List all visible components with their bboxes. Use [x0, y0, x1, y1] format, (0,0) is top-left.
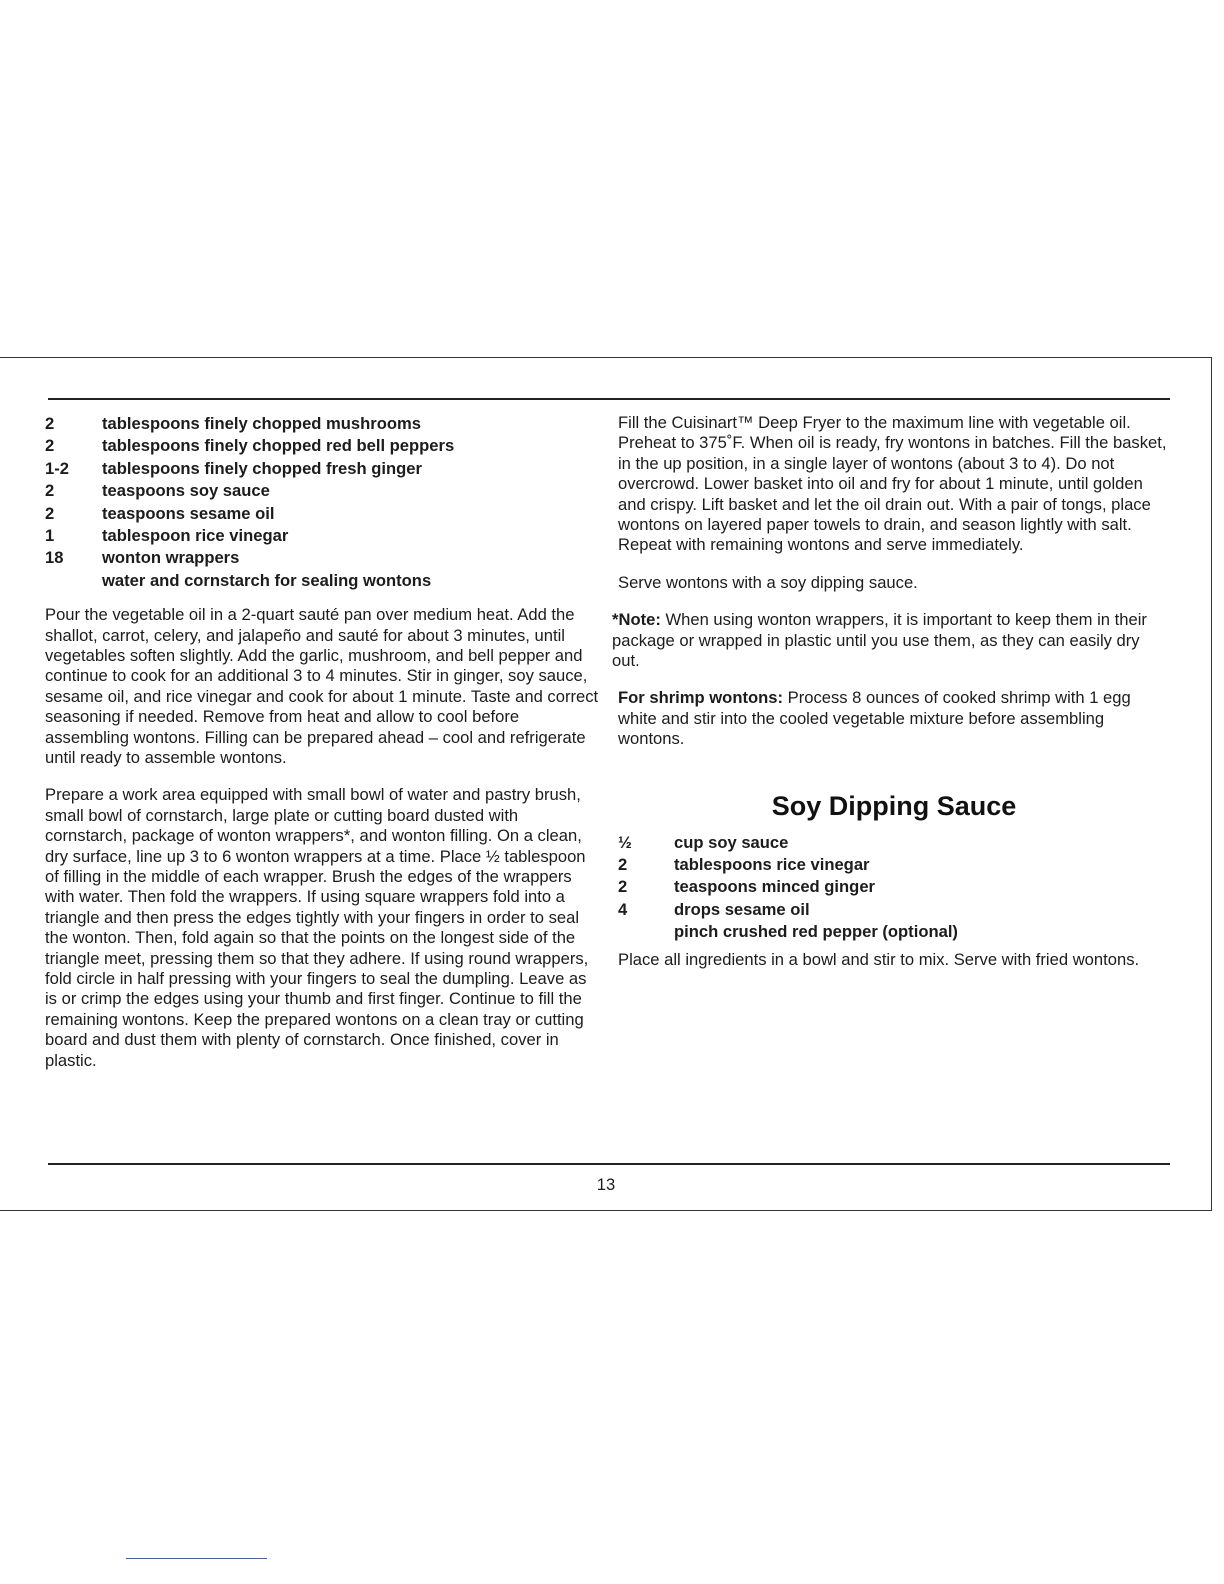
sauce-title: Soy Dipping Sauce [771, 790, 1017, 821]
frying-directions: Fill the Cuisinart™ Deep Fryer to the maximum line with vegetable oil. Preheat to 375˚F. When oil is ready, fry wontons in batches. Fill the basket, in the up position, in a single layer of wontons (about 3 to 4). Do not overcrowd. Lower basket into oil and fry for about 1 minute, until golden and crispy. Lift basket and let the oil drain out. With a pair of tongs, place wontons on layered paper towels to drain, and season lightly with salt. Repeat with remaining wontons and serve immediately. [618, 413, 1167, 555]
ingredient-row [618, 921, 1170, 943]
ingredient-item: tablespoons rice vinegar [674, 855, 870, 875]
ingredient-row [45, 570, 601, 592]
ingredient-item: teaspoons sesame oil [102, 503, 275, 523]
wrapper-note [612, 610, 1170, 671]
ingredient-qty: 2 [45, 481, 55, 501]
ingredient-row [45, 480, 601, 502]
bottom-rule [48, 1163, 1170, 1165]
ingredient-row [618, 899, 1170, 921]
serving-note: Serve wontons with a soy dipping sauce. [618, 572, 918, 592]
ingredient-row [618, 832, 1170, 854]
page-number: 13 [596, 1175, 616, 1194]
ingredient-row [45, 503, 601, 525]
sauce-ingredient-list [618, 832, 1170, 944]
sauce-directions: Place all ingredients in a bowl and stir to mix. Serve with fried wontons. [618, 949, 1140, 969]
ingredient-qty: 2 [618, 877, 628, 897]
shrimp-lead: For shrimp wontons: [618, 688, 784, 708]
wonton-ingredient-list [45, 413, 601, 592]
ingredient-row [618, 876, 1170, 898]
ingredient-item: water and cornstarch for sealing wontons [102, 570, 432, 590]
ingredient-row [45, 413, 601, 435]
ingredient-item: tablespoons finely chopped mushrooms [102, 414, 422, 433]
link-underline [126, 1558, 267, 1559]
ingredient-qty: 18 [45, 548, 64, 568]
ingredient-item: tablespoon rice vinegar [102, 525, 289, 545]
ingredient-row [45, 458, 601, 480]
ingredient-item: teaspoons soy sauce [102, 481, 270, 501]
filling-directions: Pour the vegetable oil in a 2-quart sauté pan over medium heat. Add the shallot, carrot, celery, and jalapeño and sauté for about 3 minutes, until vegetables soften slightly. Add the garlic, mushroom, and bell pepper and continue to cook for an additional 3 to 4 minutes. Stir in ginger, soy sauce, sesame oil, and rice vinegar and cook for about 1 minute. Taste and correct seasoning if needed. Remove from heat and allow to cool before assembling wontons. Filling can be prepared ahead – cool and refrigerate until ready to assemble wontons. [45, 605, 599, 767]
left-column [45, 413, 601, 1071]
ingredient-item: pinch crushed red pepper (optional) [674, 922, 958, 942]
ingredient-item: tablespoons finely chopped fresh ginger [102, 458, 422, 478]
ingredient-qty: 2 [45, 503, 55, 523]
ingredient-qty: ½ [618, 832, 632, 852]
ingredient-qty [618, 921, 674, 943]
note-lead: *Note: [612, 610, 661, 630]
ingredient-qty: 4 [618, 899, 628, 919]
ingredient-qty: 2 [45, 436, 55, 456]
ingredient-qty: 2 [618, 855, 628, 875]
shrimp-text: Process 8 ounces of cooked shrimp with 1 egg white and stir into the cooled vegetable mixture before assembling wontons. [618, 688, 1131, 749]
ingredient-item: tablespoons finely chopped red bell peppers [102, 436, 455, 456]
ingredient-item: drops sesame oil [674, 899, 810, 919]
ingredient-row [618, 854, 1170, 876]
ingredient-qty: 1 [45, 525, 55, 545]
top-rule [48, 398, 1170, 400]
assembly-directions: Prepare a work area equipped with small bowl of water and pastry brush, small bowl of cornstarch, large plate or cutting board dusted with cornstarch, package of wonton wrappers*, and wonton filling. On a clean, dry surface, line up 3 to 6 wonton wrappers at a time. Place ½ tablespoon of filling in the middle of each wrapper. Brush the edges of the wrappers with water. Then fold the wrappers. If using square wrappers fold into a triangle and then press the edges tightly with your fingers in order to seal the wonton. Then, fold again so that the points on the longest side of the triangle meet, pressing them so that they adhere. If using round wrappers, fold circle in half pressing with your fingers to seal the dumpling. Leave as is or crimp the edges using your thumb and first finger. Continue to fill the remaining wontons. Keep the prepared wontons on a clean tray or cutting board and dust them with plenty of cornstarch. Once finished, cover in plastic. [45, 785, 589, 1070]
ingredient-item: cup soy sauce [674, 832, 789, 852]
note-text: When using wonton wrappers, it is important to keep them in their package or wrapped in plastic until you use them, as they can easily dry out. [612, 610, 1147, 671]
ingredient-item: teaspoons minced ginger [674, 877, 876, 897]
ingredient-row [45, 547, 601, 569]
shrimp-variation [618, 688, 1170, 749]
ingredient-qty [45, 570, 102, 592]
ingredient-row [45, 435, 601, 457]
ingredient-qty: 1-2 [45, 458, 69, 478]
ingredient-row [45, 525, 601, 547]
ingredient-qty: 2 [45, 414, 55, 433]
ingredient-item: wonton wrappers [102, 548, 240, 568]
right-column [612, 413, 1170, 987]
